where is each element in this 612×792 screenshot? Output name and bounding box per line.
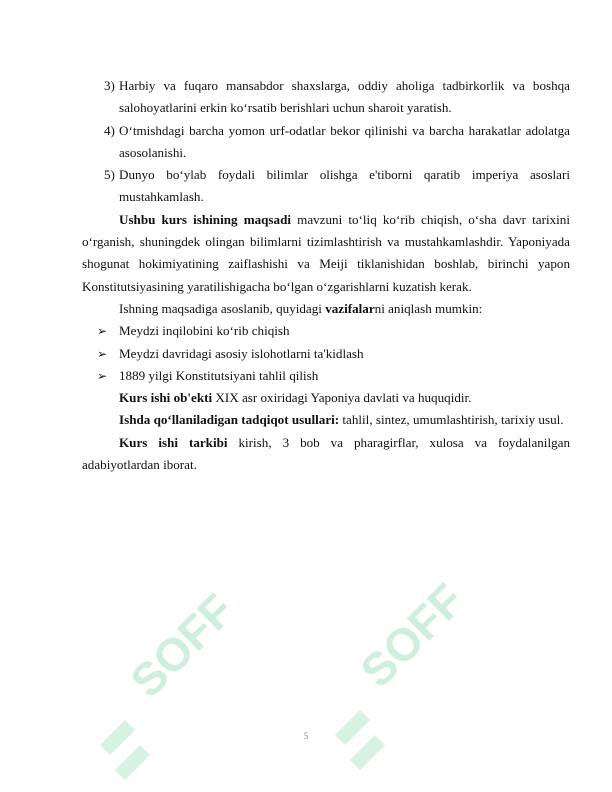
object-text: XIX asr oxiridagi Yaponiya davlati va huquqidir. — [212, 390, 472, 406]
purpose-text: mavzuni to‘liq ko‘rib chiqish, o‘sha davr tarixini o‘rganish, shuningdek olingan bilimlarni tizimlashtirish va mustahkamlashdir. Yaponiyada shogunat hokimiyatining zaiflashishi va Meiji tiklanishidan boshlab, birinchi yapon Konstitutsiyasining yaratilishigacha bo‘lgan o‘zgarishlarni kuzatish kerak. — [82, 211, 570, 294]
structure-text: kirish, 3 bob va pharagirflar, xulosa va foydalanilgan adabiyotlardan iborat. — [82, 434, 570, 473]
list-number: 4) — [104, 122, 115, 138]
arrow-bullet-icon: ➢ — [97, 346, 108, 361]
arrow-bullet-icon: ➢ — [97, 368, 108, 383]
structure-paragraph — [82, 432, 570, 477]
list-number: 5) — [104, 167, 115, 183]
object-label: Kurs ishi ob'ekti — [119, 390, 213, 406]
list-item — [82, 120, 570, 165]
methods-label: Ishda qo‘llaniladigan tadqiqot usullari: — [119, 412, 340, 428]
list-number: 3) — [104, 78, 115, 93]
watermark-logo-1 — [100, 720, 150, 780]
watermark-mark-2 — [120, 584, 244, 708]
page-number: 5 — [303, 731, 309, 741]
purpose-paragraph — [82, 209, 570, 298]
bullet-item — [82, 343, 570, 365]
svg-text:SOFF: SOFF — [120, 583, 244, 708]
body-text — [82, 75, 570, 476]
bullet-item — [82, 320, 570, 342]
structure-label: Kurs ishi tarkibi — [119, 434, 228, 450]
tasks-text-after: ni aniqlash mumkin: — [374, 300, 483, 316]
list-text: Dunyo bo‘ylab foydali bilimlar olishga e'tiborni qaratib imperiya asoslari mustahkamlash. — [119, 167, 570, 205]
svg-text:SOFF: SOFF — [350, 573, 474, 698]
bullet-text: 1889 yilgi Konstitutsiyani tahlil qilish — [119, 367, 319, 383]
tasks-bold: vazifalar — [325, 300, 375, 316]
list-item — [82, 75, 570, 120]
bullet-text: Meydzi davridagi asosiy islohotlarni ta'kidlash — [119, 345, 364, 361]
methods-paragraph — [82, 409, 570, 431]
list-text: O‘tmishdagi barcha yomon urf-odatlar bekor qilinishi va barcha harakatlar adolatga asosolanishi. — [119, 122, 570, 160]
tasks-paragraph — [82, 298, 570, 320]
object-paragraph — [82, 387, 570, 409]
list-item — [82, 164, 570, 209]
methods-text: tahlil, sintez, umumlashtirish, tarixiy usul. — [339, 412, 564, 428]
purpose-label: Ushbu kurs ishining maqsadi — [119, 211, 291, 227]
list-text: Harbiy va fuqaro mansabdor shaxslarga, oddiy aholiga tadbirkorlik va boshqa salohoyatlarini erkin ko‘rsatib berishlari uchun sharoit yaratish. — [119, 78, 570, 116]
tasks-text-before: Ishning maqsadiga asoslanib, quyidagi — [119, 300, 326, 316]
watermark-mark-1 — [350, 574, 474, 698]
bullet-text: Meydzi inqilobini ko‘rib chiqish — [119, 323, 290, 339]
arrow-bullet-icon: ➢ — [97, 324, 108, 339]
bullet-item — [82, 365, 570, 387]
